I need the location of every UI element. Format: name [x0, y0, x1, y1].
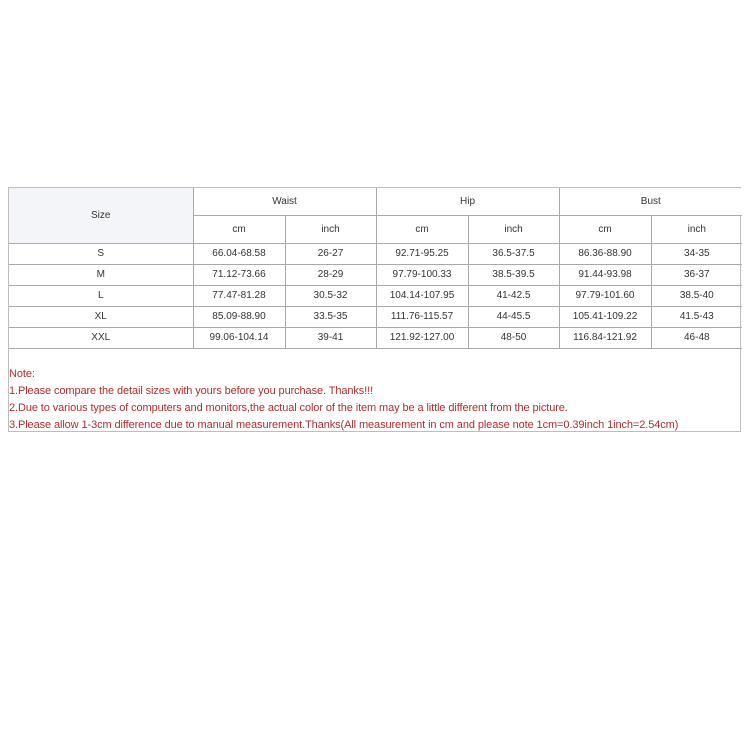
table-cell: 41-42.5 — [468, 285, 559, 306]
size-table — [9, 188, 742, 349]
bust-inch-header: inch — [651, 215, 742, 243]
table-cell: 71.12-73.66 — [193, 264, 285, 285]
bust-cm-header: cm — [559, 215, 651, 243]
table-cell: 86.36-88.90 — [559, 243, 651, 264]
table-cell: 97.79-101.60 — [559, 285, 651, 306]
table-cell: 97.79-100.33 — [376, 264, 468, 285]
table-row — [9, 243, 742, 264]
table-row — [9, 285, 742, 306]
hip-inch-header: inch — [468, 215, 559, 243]
header-row — [9, 188, 742, 215]
table-cell: 30.5-32 — [285, 285, 376, 306]
size-cell: S — [9, 243, 193, 264]
table-cell: 121.92-127.00 — [376, 327, 468, 348]
size-cell: XL — [9, 306, 193, 327]
table-cell: 48-50 — [468, 327, 559, 348]
note-line: 2.Due to various types of computers and monitors,the actual color of the item may be a little different from the picture. — [9, 402, 568, 414]
table-cell: 46-48 — [651, 327, 742, 348]
table-cell: 44-45.5 — [468, 306, 559, 327]
waist-group-header: Waist — [193, 188, 376, 215]
size-chart — [8, 187, 741, 432]
table-cell: 38.5-40 — [651, 285, 742, 306]
table-cell: 92.71-95.25 — [376, 243, 468, 264]
size-cell: XXL — [9, 327, 193, 348]
note-line: 1.Please compare the detail sizes with yours before you purchase. Thanks!!! — [9, 385, 374, 397]
notes-title: Note: — [9, 368, 35, 380]
hip-cm-header: cm — [376, 215, 468, 243]
table-cell: 34-35 — [651, 243, 742, 264]
table-cell: 36.5-37.5 — [468, 243, 559, 264]
table-cell: 26-27 — [285, 243, 376, 264]
bust-group-header: Bust — [559, 188, 742, 215]
note-line: 3.Please allow 1-3cm difference due to manual measurement.Thanks(All measurement in cm and please note 1cm=0.39inch 1inch=2.54cm) — [9, 419, 679, 431]
table-cell: 38.5-39.5 — [468, 264, 559, 285]
hip-group-header: Hip — [376, 188, 559, 215]
table-cell: 33.5-35 — [285, 306, 376, 327]
table-cell: 104.14-107.95 — [376, 285, 468, 306]
table-cell: 41.5-43 — [651, 306, 742, 327]
size-cell: M — [9, 264, 193, 285]
waist-cm-header: cm — [193, 215, 285, 243]
table-cell: 111.76-115.57 — [376, 306, 468, 327]
table-cell: 91.44-93.98 — [559, 264, 651, 285]
waist-inch-header: inch — [285, 215, 376, 243]
table-cell: 105.41-109.22 — [559, 306, 651, 327]
size-cell: L — [9, 285, 193, 306]
table-cell: 36-37 — [651, 264, 742, 285]
table-cell: 85.09-88.90 — [193, 306, 285, 327]
table-row — [9, 327, 742, 348]
table-row — [9, 264, 742, 285]
notes-section — [9, 366, 739, 434]
table-cell: 39-41 — [285, 327, 376, 348]
table-row — [9, 306, 742, 327]
table-cell: 99.06-104.14 — [193, 327, 285, 348]
size-column-header: Size — [9, 188, 193, 243]
table-cell: 116.84-121.92 — [559, 327, 651, 348]
table-cell: 77.47-81.28 — [193, 285, 285, 306]
table-cell: 66.04-68.58 — [193, 243, 285, 264]
table-cell: 28-29 — [285, 264, 376, 285]
